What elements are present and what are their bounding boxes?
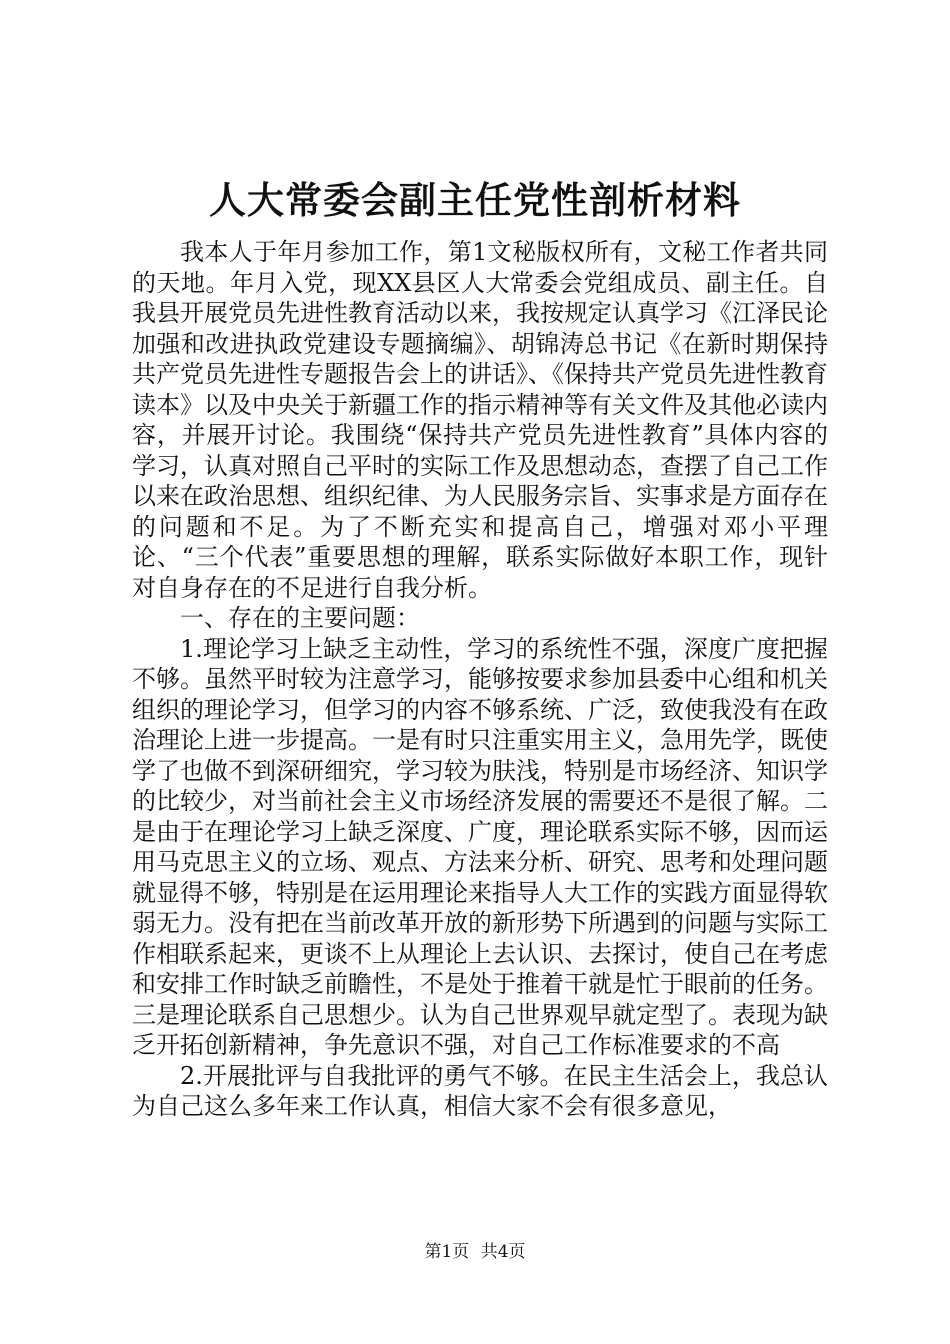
page-footer bbox=[0, 1240, 950, 1264]
page-total: 共4页 bbox=[480, 1242, 526, 1262]
page-number: 第1页 bbox=[424, 1242, 470, 1262]
problem-paragraph-1: 1.理论学习上缺乏主动性，学习的系统性不强，深度广度把握不够。虽然平时较为注意学习，能够按要求参加县委中心组和机关组织的理论学习，但学习的内容不够系统、广泛，致使我没有在政治理论上进一步提高。一是有时只注重实用主义，急用先学，既使学了也做不到深研细究，学习较为肤浅，特别是市场经济、知识学的比较少，对当前社会主义市场经济发展的需要还不是很了解。二是由于在理论学习上缺乏深度、广度，理论联系实际不够，因而运用马克思主义的立场、观点、方法来分析、研究、思考和处理问题就显得不够，特别是在运用理论来指导人大工作的实践方面显得软弱无力。没有把在当前改革开放的新形势下所遇到的问题与实际工作相联系起来，更谈不上从理论上去认识、去探讨，使自己在考虑和安排工作时缺乏前瞻性，不是处于推着干就是忙于眼前的任务。三是理论联系自己思想少。认为自己世界观早就定型了。表现为缺乏开拓创新精神，争先意识不强，对自己工作标准要求的不高 bbox=[132, 634, 828, 1059]
problem-paragraph-2: 2.开展批评与自我批评的勇气不够。在民主生活会上，我总认为自己这么多年来工作认真，相信大家不会有很多意见， bbox=[132, 1061, 828, 1120]
intro-paragraph: 我本人于年月参加工作，第1文秘版权所有，文秘工作者共同的天地。年月入党，现XX县区人大常委会党组成员、副主任。自我县开展党员先进性教育活动以来，我按规定认真学习《江泽民论加强和改进执政党建设专题摘编》、胡锦涛总书记《在新时期保持共产党员先进性专题报告会上的讲话》、《保持共产党员先进性教育读本》以及中央关于新疆工作的指示精神等有关文件及其他必读内容，并展开讨论。我围绕“保持共产党员先进性教育”具体内容的学习，认真对照自己平时的实际工作及思想动态，查摆了自己工作以来在政治思想、组织纪律、为人民服务宗旨、实事求是方面存在的问题和不足。为了不断充实和提高自己，增强对邓小平理论、“三个代表”重要思想的理解，联系实际做好本职工作，现针对自身存在的不足进行自我分析。 bbox=[132, 238, 828, 602]
section-heading: 一、存在的主要问题： bbox=[180, 604, 420, 632]
document-body bbox=[132, 237, 828, 1122]
document-title: 人大常委会副主任党性剖析材料 bbox=[209, 178, 741, 222]
